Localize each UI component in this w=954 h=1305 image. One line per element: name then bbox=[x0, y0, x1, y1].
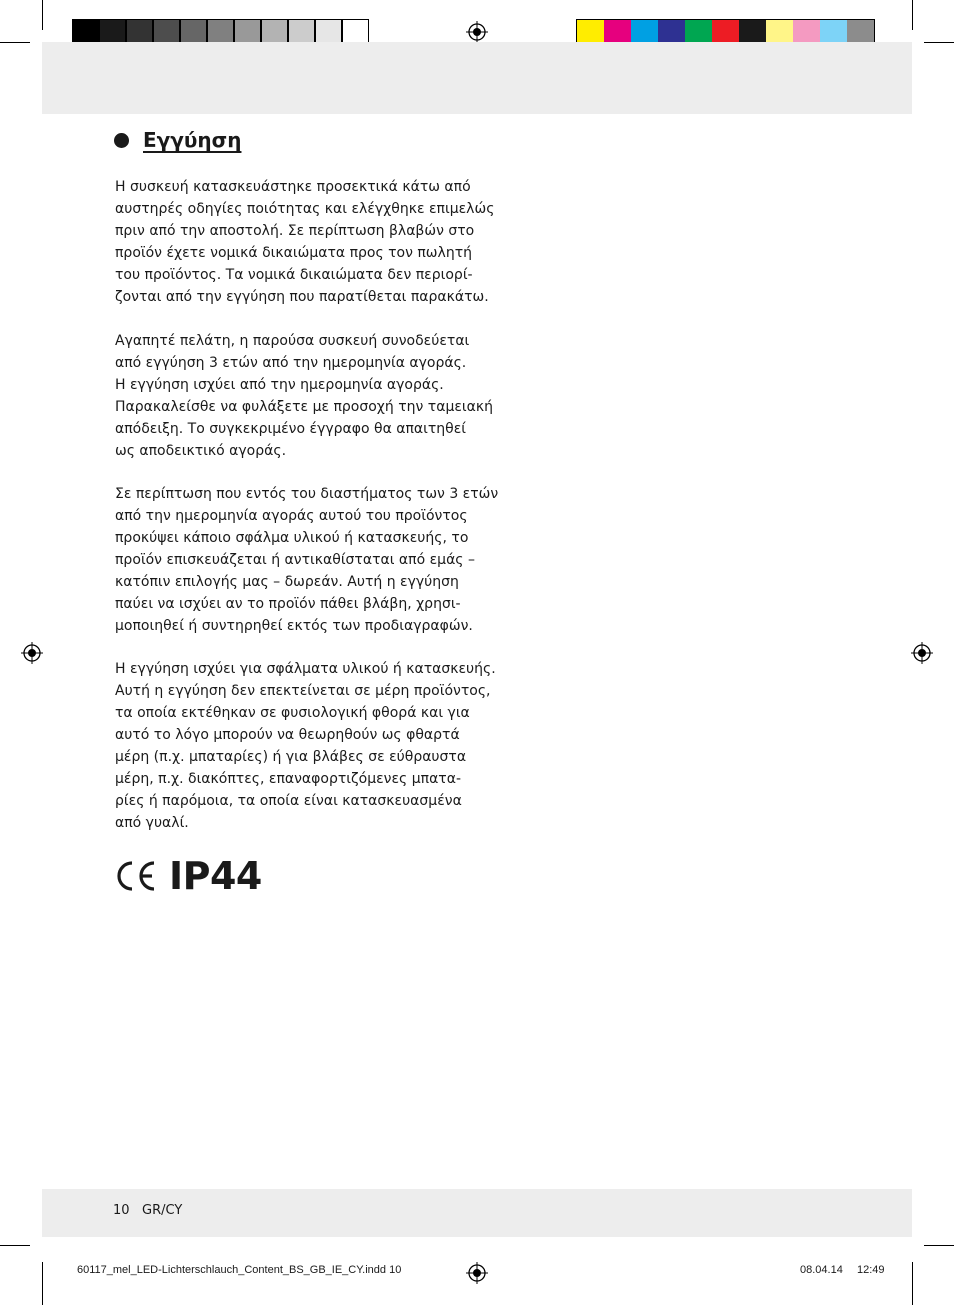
text-line: Η συσκευή κατασκευάστηκε προσεκτικά κάτω από bbox=[115, 179, 471, 195]
crop-mark bbox=[924, 1245, 954, 1246]
region-label: GR/CY bbox=[142, 1203, 183, 1218]
text-line: Αγαπητέ πελάτη, η παρούσα συσκευή συνοδεύεται bbox=[115, 333, 470, 349]
slug-date: 08.04.14 bbox=[800, 1264, 843, 1276]
registration-mark-icon bbox=[21, 642, 43, 664]
crop-mark bbox=[42, 1262, 43, 1305]
crop-mark bbox=[0, 42, 30, 43]
slug-filename: 60117_mel_LED-Lichterschlauch_Content_BS_GB_IE_CY.indd 10 bbox=[77, 1264, 402, 1276]
text-line: κατόπιν επιλογής μας – δωρεάν. Αυτή η εγγύηση bbox=[115, 574, 459, 590]
text-line: Σε περίπτωση που εντός του διαστήματος των 3 ετών bbox=[115, 486, 499, 502]
ce-mark-icon bbox=[113, 860, 157, 892]
text-line: τα οποία εκτέθηκαν σε φυσιολογική φθορά και για bbox=[115, 705, 470, 721]
bullet-icon bbox=[114, 133, 129, 148]
text-line: Η εγγύηση ισχύει από την ημερομηνία αγοράς. bbox=[115, 377, 444, 393]
paragraph-intro bbox=[115, 176, 495, 308]
crop-mark bbox=[924, 42, 954, 43]
slug-time: 12:49 bbox=[857, 1264, 885, 1276]
text-line: Αυτή η εγγύηση δεν επεκτείνεται σε μέρη προϊόντος, bbox=[115, 683, 491, 699]
text-line: του προϊόντος. Τα νομικά δικαιώματα δεν περιορί- bbox=[115, 267, 473, 283]
registration-mark-icon bbox=[466, 1262, 488, 1284]
text-line: προϊόν έχετε νομικά δικαιώματα προς τον πωλητή bbox=[115, 245, 472, 261]
text-line: πριν από την αποστολή. Σε περίπτωση βλαβών στο bbox=[115, 223, 475, 239]
certification-marks bbox=[113, 854, 262, 898]
text-line: ως αποδεικτικό αγοράς. bbox=[115, 443, 287, 459]
text-line: προκύψει κάποιο σφάλμα υλικού ή κατασκευής, το bbox=[115, 530, 469, 546]
paragraph-repair bbox=[115, 483, 499, 637]
text-line: Παρακαλείσθε να φυλάξετε με προσοχή την ταμειακή bbox=[115, 399, 494, 415]
text-line: από την ημερομηνία αγοράς αυτού του προϊόντος bbox=[115, 508, 468, 524]
text-line: προϊόν επισκευάζεται ή αντικαθίσταται από εμάς – bbox=[115, 552, 475, 568]
text-line: μοποιηθεί ή συντηρηθεί εκτός των προδιαγραφών. bbox=[115, 618, 473, 634]
registration-mark-icon bbox=[911, 642, 933, 664]
page-number: 10 bbox=[113, 1203, 130, 1218]
section-title: Εγγύηση bbox=[143, 128, 242, 152]
text-line: Η εγγύηση ισχύει για σφάλματα υλικού ή κατασκευής. bbox=[115, 661, 496, 677]
text-line: μέρη (π.χ. μπαταρίες) ή για βλάβες σε εύθραυστα bbox=[115, 749, 467, 765]
text-line: ρίες ή παρόμοια, τα οποία είναι κατασκευασμένα bbox=[115, 793, 462, 809]
text-line: ζονται από την εγγύηση που παρατίθεται παρακάτω. bbox=[115, 289, 489, 305]
paragraph-warranty-period bbox=[115, 330, 494, 462]
paragraph-exclusions bbox=[115, 658, 496, 834]
text-line: απόδειξη. Το συγκεκριμένο έγγραφο θα απαιτηθεί bbox=[115, 421, 467, 437]
ip-rating: IP44 bbox=[169, 854, 262, 898]
crop-mark bbox=[42, 0, 43, 30]
text-line: μέρη, π.χ. διακόπτες, επαναφορτιζόμενες μπατα- bbox=[115, 771, 462, 787]
text-line: παύει να ισχύει αν το προϊόν πάθει βλάβη, χρησι- bbox=[115, 596, 461, 612]
text-line: αυτό το λόγο μπορούν να θεωρηθούν ως φθαρτά bbox=[115, 727, 460, 743]
crop-mark bbox=[912, 0, 913, 30]
crop-mark bbox=[912, 1262, 913, 1305]
crop-mark bbox=[0, 1245, 30, 1246]
text-line: από γυαλί. bbox=[115, 815, 189, 831]
text-line: από εγγύηση 3 ετών από την ημερομηνία αγοράς. bbox=[115, 355, 467, 371]
text-line: αυστηρές οδηγίες ποιότητας και ελέγχθηκε επιμελώς bbox=[115, 201, 495, 217]
registration-mark-icon bbox=[466, 21, 488, 43]
header-band bbox=[42, 42, 912, 114]
section-heading bbox=[114, 128, 241, 152]
